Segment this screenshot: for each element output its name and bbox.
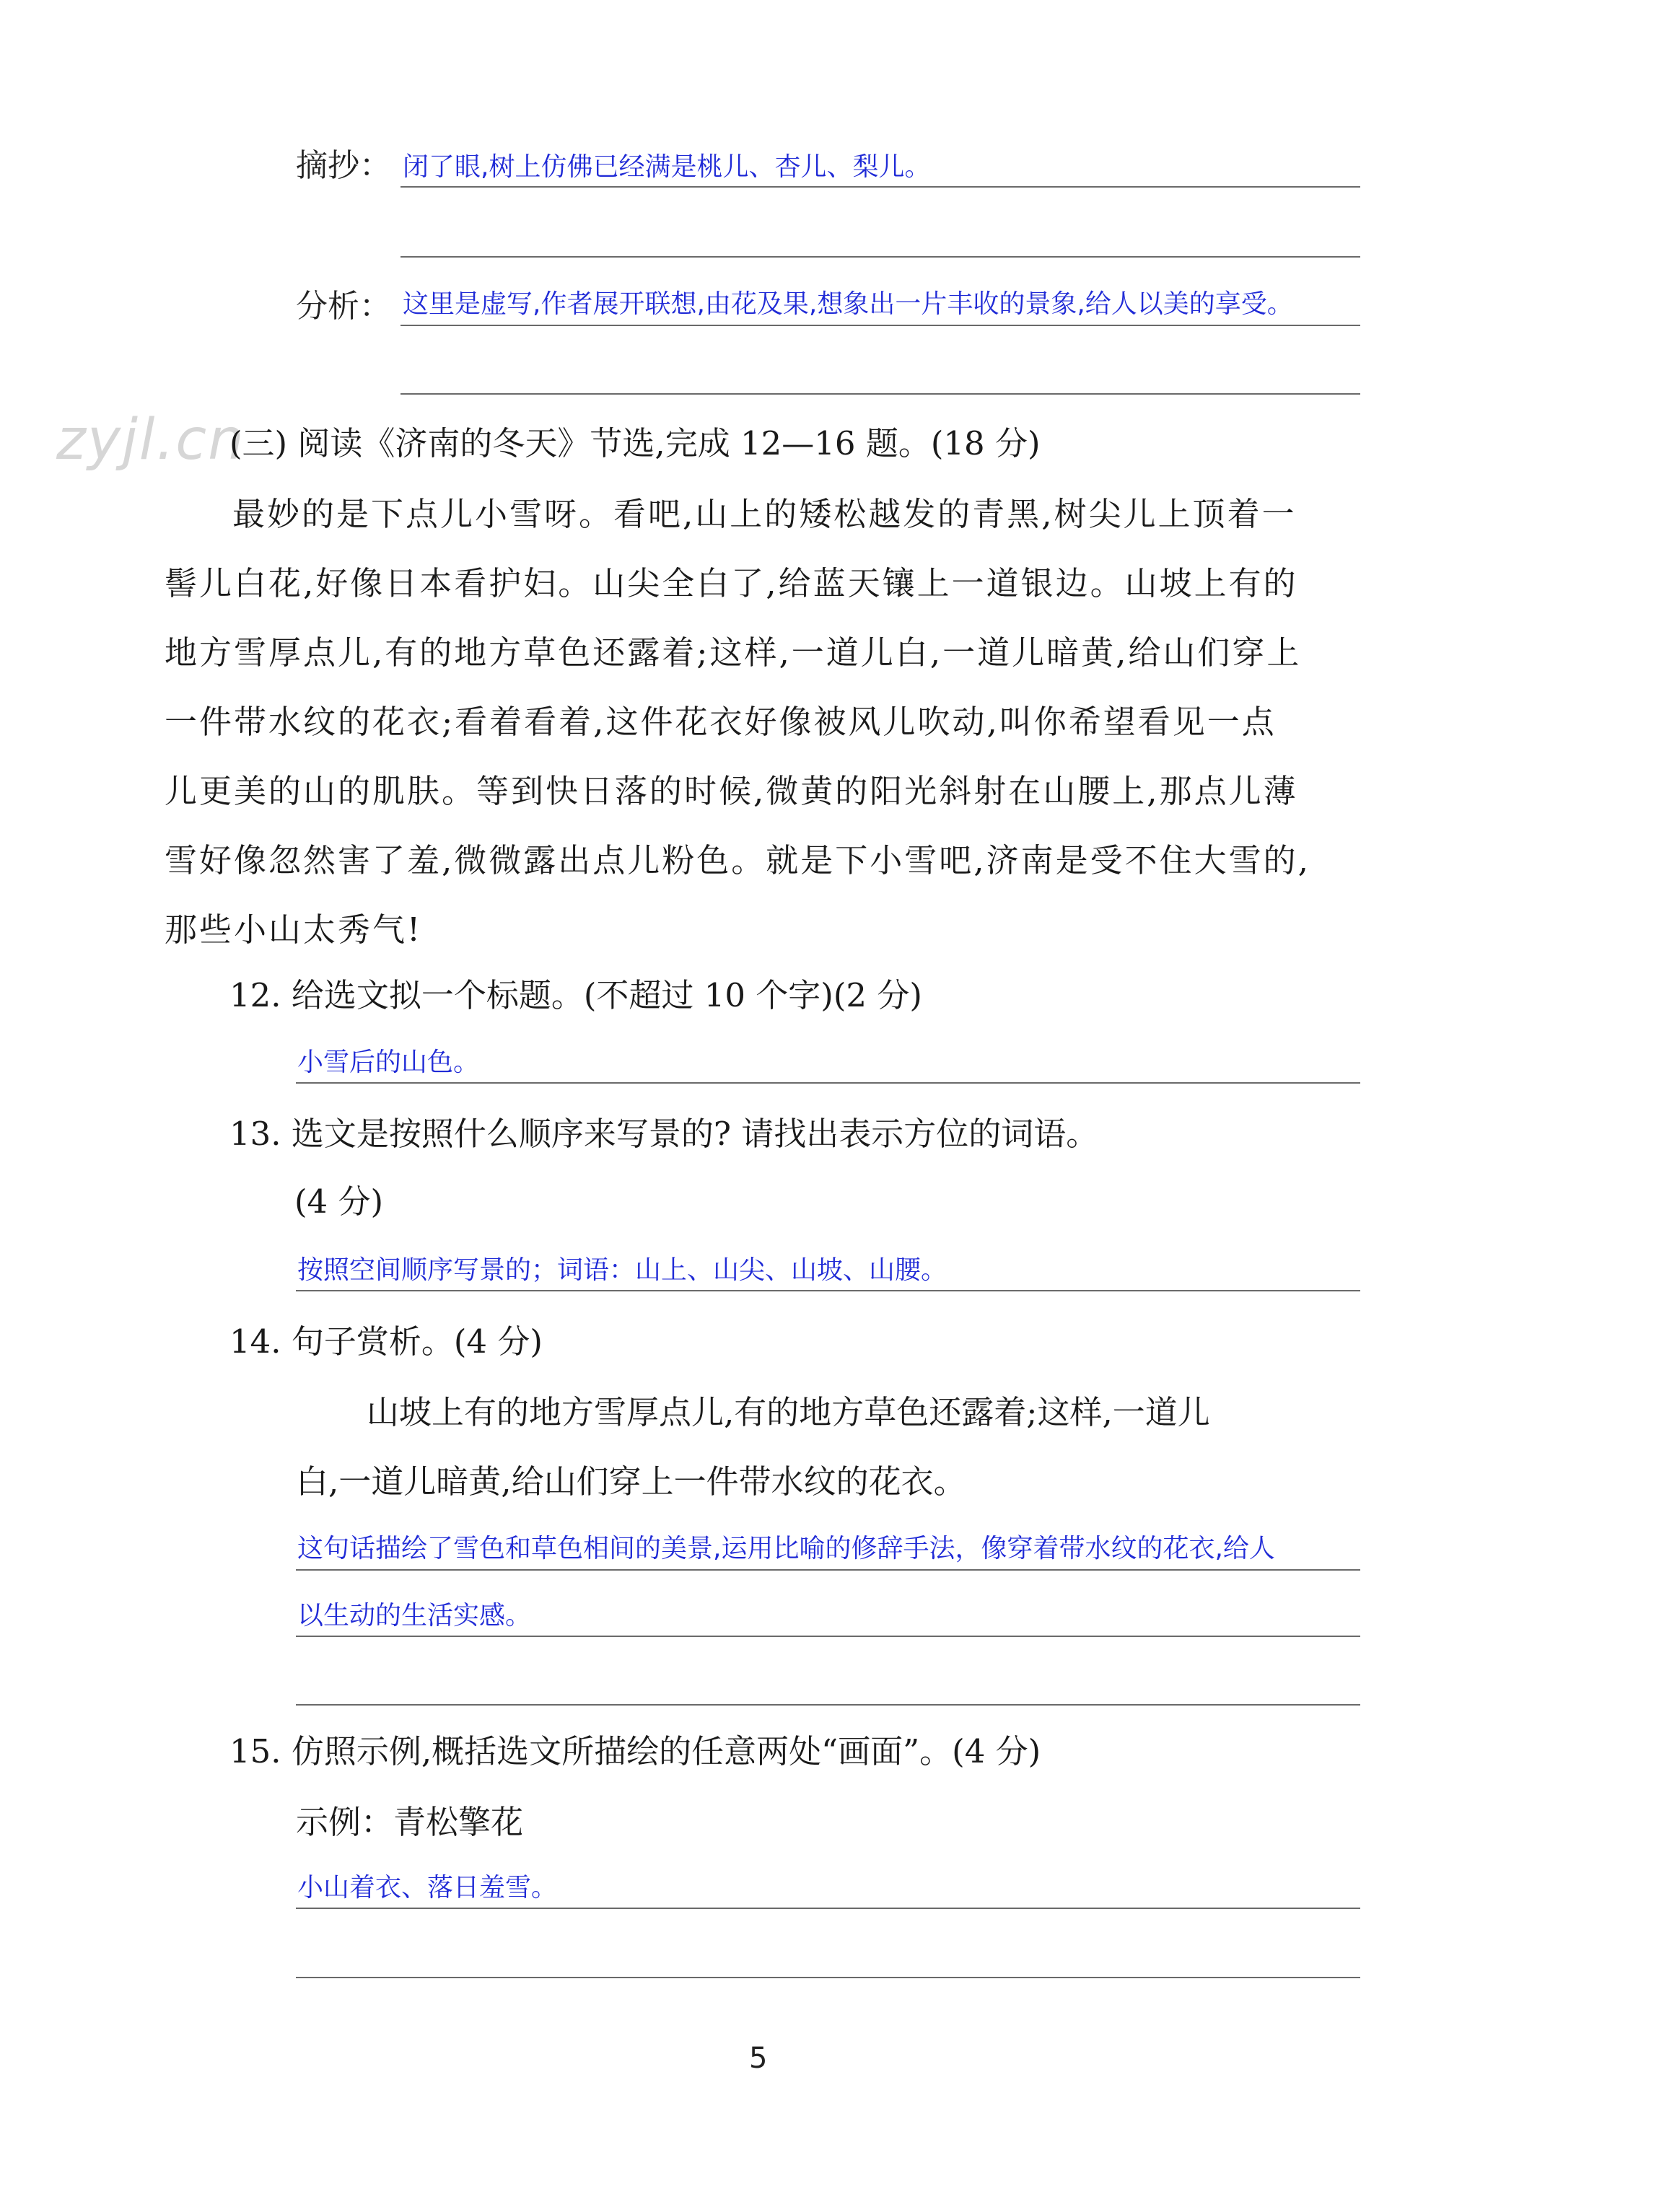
answer-14-line1: 这句话描绘了雪色和草色相间的美景,运用比喻的修辞手法，像穿着带水纹的花衣,给人 [297, 1534, 1275, 1563]
answer-line [296, 1569, 1360, 1571]
answer-line [296, 1290, 1360, 1291]
answer-line [296, 1908, 1360, 1909]
excerpt-label: 摘抄： [296, 147, 391, 184]
analysis-answer: 这里是虚写,作者展开联想,由花及果,想象出一片丰收的景象,给人以美的享受。 [403, 289, 1293, 319]
question-12: 12. 给选文拟一个标题。(不超过 10 个字)(2 分) [229, 976, 922, 1014]
passage-line: 那些小山太秀气! [165, 910, 423, 949]
analysis-label: 分析： [296, 288, 391, 325]
answer-14-line2: 以生动的生活实感。 [297, 1601, 532, 1631]
answer-line [401, 256, 1360, 258]
answer-line [296, 1704, 1360, 1706]
question-13-line2: (4 分) [294, 1182, 384, 1221]
watermark: zyjl.cn [56, 408, 245, 473]
answer-12: 小雪后的山色。 [297, 1048, 480, 1077]
passage-line: 髻儿白花,好像日本看护妇。山尖全白了,给蓝天镶上一道银边。山坡上有的 [165, 564, 1298, 602]
question-15-example: 示例：青松擎花 [296, 1803, 524, 1841]
answer-15: 小山着衣、落日羞雪。 [297, 1873, 558, 1902]
question-14: 14. 句子赏析。(4 分) [229, 1322, 543, 1361]
passage-line: 雪好像忽然害了羞,微微露出点儿粉色。就是下小雪吧,济南是受不住大雪的, [165, 841, 1310, 879]
answer-line [401, 393, 1360, 395]
passage-line: 儿更美的山的肌肤。等到快日落的时候,微黄的阳光斜射在山腰上,那点儿薄 [165, 772, 1298, 810]
question-14-quote-line1: 山坡上有的地方雪厚点儿,有的地方草色还露着;这样,一道儿 [367, 1393, 1210, 1431]
answer-line [401, 325, 1360, 326]
passage-line: 地方雪厚点儿,有的地方草色还露着;这样,一道儿白,一道儿暗黄,给山们穿上 [165, 633, 1302, 672]
answer-line [296, 1082, 1360, 1084]
passage-line: 一件带水纹的花衣;看着看着,这件花衣好像被风儿吹动,叫你希望看见一点 [165, 703, 1277, 741]
question-13-line1: 13. 选文是按照什么顺序来写景的? 请找出表示方位的词语。 [229, 1115, 1099, 1153]
excerpt-answer: 闭了眼,树上仿佛已经满是桃儿、杏儿、梨儿。 [403, 152, 931, 182]
answer-line [296, 1977, 1360, 1978]
answer-line [401, 186, 1360, 188]
answer-13: 按照空间顺序写景的；词语：山上、山尖、山坡、山腰。 [297, 1255, 947, 1285]
question-14-quote-line2: 白,一道儿暗黄,给山们穿上一件带水纹的花衣。 [296, 1462, 966, 1501]
passage-line: 最妙的是下点儿小雪呀。看吧,山上的矮松越发的青黑,树尖儿上顶着一 [232, 495, 1297, 533]
answer-line [296, 1636, 1360, 1637]
section-heading: (三) 阅读《济南的冬天》节选,完成 12—16 题。(18 分) [229, 424, 1041, 462]
question-15: 15. 仿照示例,概括选文所描绘的任意两处“画面”。(4 分) [229, 1732, 1041, 1770]
page-number: 5 [749, 2042, 768, 2075]
